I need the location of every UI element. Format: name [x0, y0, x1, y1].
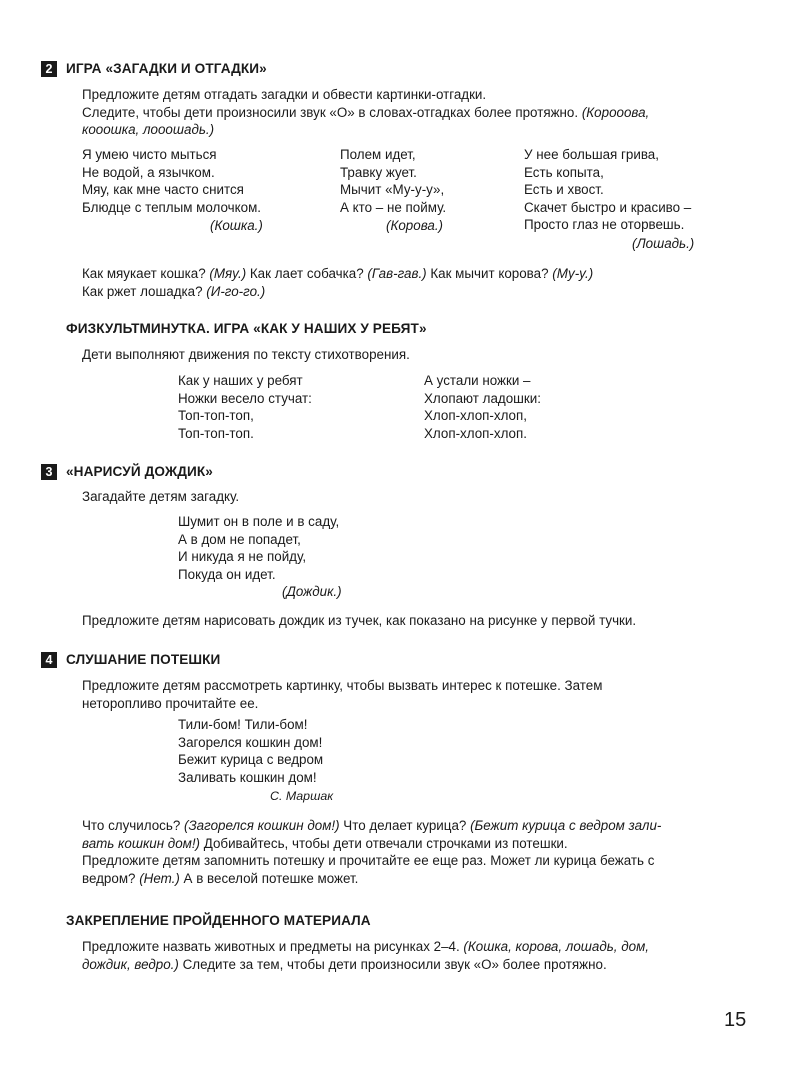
riddle-cat-answer: (Кошка.): [210, 218, 263, 233]
poem-line: Хлоп-хлоп-хлоп.: [424, 425, 527, 441]
fizkult-poem-right: [424, 372, 541, 442]
rhyme-author: С. Маршак: [270, 789, 334, 803]
poem-line: А устали ножки –: [424, 373, 531, 388]
question-answer: (Мяу.): [209, 266, 247, 281]
poem-line: Топ-топ-топ.: [178, 425, 254, 441]
poem-line: Есть и хвост.: [524, 182, 604, 197]
review-text-part: Следите за тем, чтобы дети произносили звук «О» более протяжно.: [178, 956, 607, 972]
discussion-answer: вать кошкин дом!): [82, 835, 201, 851]
discussion-line: [82, 817, 661, 835]
poem-line: Не водой, а язычком.: [82, 164, 215, 180]
discussion-line: Предложите детям запомнить потешку и прочитайте ее еще раз. Может ли курица бежать с: [82, 853, 655, 868]
poem-line: Покуда он идет.: [178, 566, 276, 582]
intro-example: кооошка, лооошадь.): [82, 122, 215, 137]
discussion-line: [82, 835, 661, 853]
section-2-intro: [82, 86, 649, 139]
poem-line: И никуда я не пойду,: [178, 549, 307, 564]
poem-line: Полем идет,: [340, 147, 416, 162]
poem-line: Хлопают ладошки:: [424, 390, 541, 406]
poem-line: А в дом не попадет,: [178, 531, 301, 547]
riddle-horse-answer: (Лошадь.): [632, 236, 695, 251]
question-text: Как мяукает кошка?: [82, 266, 210, 281]
poem-line: Травку жует.: [340, 164, 417, 180]
poem-line: Бежит курица с ведром: [178, 752, 324, 767]
discussion-answer: (Загорелся кошкин дом!): [184, 818, 340, 833]
discussion-answer: (Бежит курица с ведром зали-: [470, 818, 662, 833]
question-line: [82, 283, 593, 301]
fizkult-title: ФИЗКУЛЬТМИНУТКА. ИГРА «КАК У НАШИХ У РЕБЯТ»: [66, 321, 427, 336]
riddle-cow: [340, 146, 446, 216]
fizkult-intro: Дети выполняют движения по тексту стихотворения.: [82, 347, 410, 362]
review-title: ЗАКРЕПЛЕНИЕ ПРОЙДЕННОГО МАТЕРИАЛА: [66, 913, 371, 928]
poem-line: Я умею чисто мыться: [82, 147, 217, 162]
section-2-number: 2: [41, 61, 57, 77]
poem-line: Шумит он в поле и в саду,: [178, 514, 340, 529]
review-text-part: Предложите назвать животных и предметы на рисунках 2–4.: [82, 939, 464, 954]
poem-line: Мычит «Му-у-у»,: [340, 182, 445, 197]
poem-line: У нее большая грива,: [524, 147, 659, 162]
poem-line: Заливать кошкин дом!: [178, 769, 317, 785]
section-4-intro: [82, 677, 602, 712]
intro-line: Предложите детям отгадать загадки и обвести картинки-отгадки.: [82, 87, 487, 102]
poem-line: Блюдце с теплым молочком.: [82, 199, 261, 215]
question-answer: (Гав-гав.): [367, 266, 427, 281]
poem-line: А кто – не пойму.: [340, 199, 447, 215]
page-number: 15: [724, 1009, 747, 1031]
poem-line: Топ-топ-топ,: [178, 408, 254, 423]
riddle-cow-answer: (Корова.): [386, 218, 444, 233]
question-line: [82, 265, 593, 283]
discussion-answer: (Нет.): [139, 870, 180, 886]
review-line: [82, 938, 649, 956]
poem-line: Тили-бом! Тили-бом!: [178, 717, 308, 732]
question-text: Как лает собачка?: [246, 266, 368, 281]
poem-line: Хлоп-хлоп-хлоп,: [424, 408, 527, 423]
review-answer: дождик, ведро.): [82, 956, 179, 972]
poem-line: Загорелся кошкин дом!: [178, 734, 323, 750]
review-line: [82, 956, 649, 974]
review-text: [82, 938, 649, 973]
section-3-number: 3: [41, 464, 57, 480]
intro-text: Следите, чтобы дети произносили звук «О» в словах-отгадках более протяжно.: [82, 104, 582, 120]
poem-line: Просто глаз не оторвешь.: [524, 217, 685, 232]
section-3-task: Предложите детям нарисовать дождик из тучек, как показано на рисунке у первой тучки.: [82, 613, 637, 628]
section-3-intro: Загадайте детям загадку.: [82, 489, 240, 504]
nursery-rhyme: [178, 716, 323, 786]
discussion-text: Добивайтесь, чтобы дети отвечали строчками из потешки.: [200, 835, 568, 851]
section-2-title: ИГРА «ЗАГАДКИ И ОТГАДКИ»: [66, 61, 267, 76]
section-4-number: 4: [41, 652, 57, 668]
intro-line: Предложите детям рассмотреть картинку, чтобы вызвать интерес к потешке. Затем: [82, 678, 603, 693]
poem-line: Ножки весело стучат:: [178, 390, 312, 406]
poem-line: Как у наших у ребят: [178, 373, 303, 388]
intro-example: (Короoова,: [581, 104, 650, 120]
discussion-line: [82, 870, 661, 888]
poem-line: Есть копыта,: [524, 164, 604, 180]
poem-line: Мяу, как мне часто снится: [82, 182, 244, 197]
section-2-questions: [82, 265, 593, 300]
discussion-text: Что случилось?: [82, 818, 184, 833]
rain-poem: [178, 513, 339, 583]
riddle-horse: [524, 146, 691, 234]
question-text: Как мычит корова?: [426, 266, 553, 281]
discussion-text: А в веселой потешке может.: [179, 870, 359, 886]
rain-answer: (Дождик.): [282, 584, 342, 599]
discussion-text: Что делает курица?: [339, 818, 471, 833]
question-answer: (Му-у.): [552, 266, 594, 281]
review-answer: (Кошка, корова, лошадь, дом,: [463, 939, 649, 954]
intro-line: [82, 104, 649, 122]
question-text: Как ржет лошадка?: [82, 283, 207, 299]
intro-line: неторопливо прочитайте ее.: [82, 695, 259, 711]
fizkult-poem-left: [178, 372, 312, 442]
poem-line: Скачет быстро и красиво –: [524, 199, 692, 215]
question-answer: (И-го-го.): [206, 283, 266, 299]
riddle-cat: [82, 146, 261, 216]
section-4-discussion: [82, 817, 661, 887]
section-3-title: «НАРИСУЙ ДОЖДИК»: [66, 464, 213, 479]
discussion-text: ведром?: [82, 870, 140, 886]
intro-line: [82, 121, 649, 139]
section-4-title: СЛУШАНИЕ ПОТЕШКИ: [66, 652, 221, 667]
